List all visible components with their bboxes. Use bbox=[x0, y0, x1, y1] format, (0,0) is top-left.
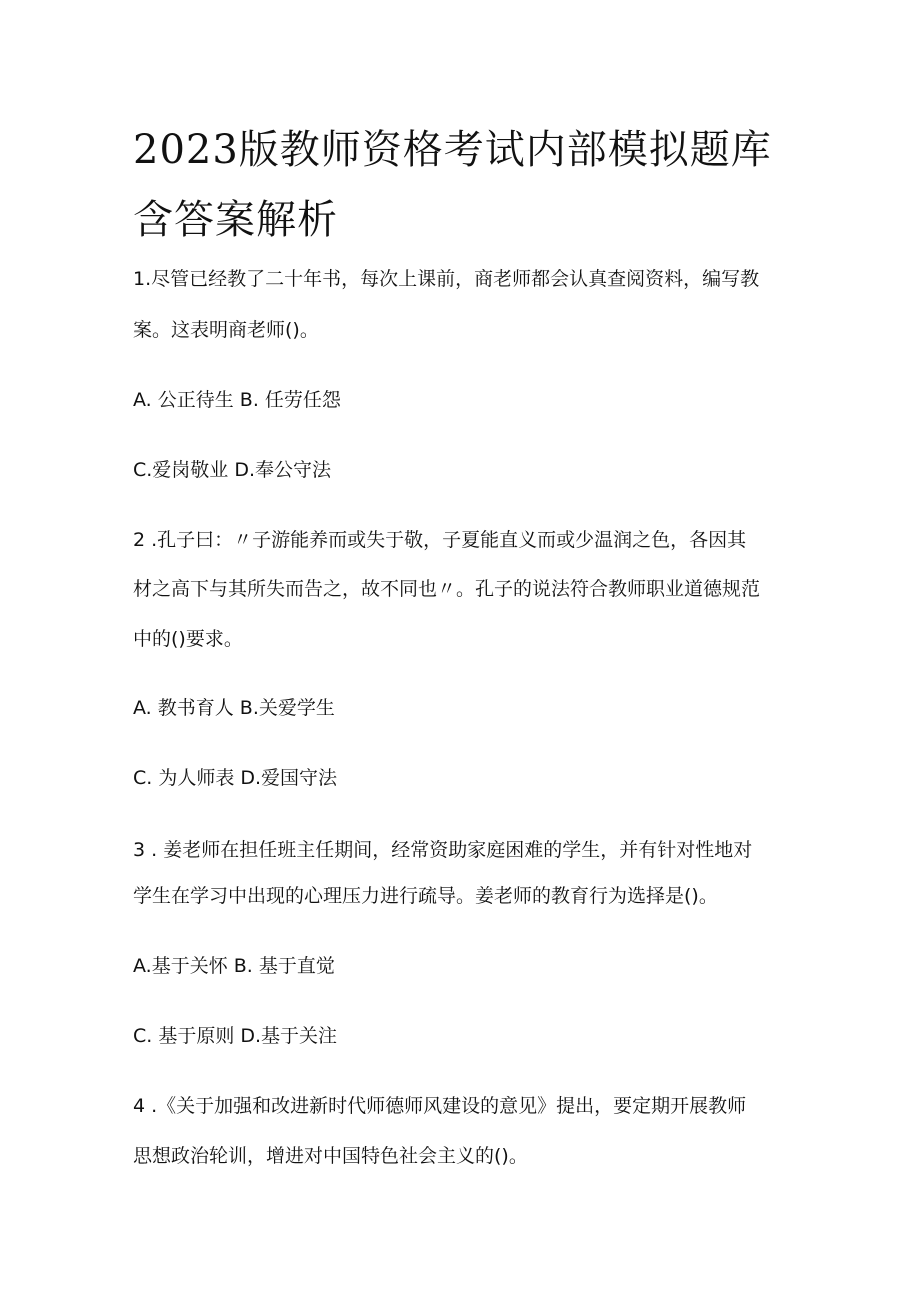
question-1-text-line-2: 案。这表明商老师()。 bbox=[133, 319, 319, 341]
question-3-text-line-1: 3 . 姜老师在担任班主任期间，经常资助家庭困难的学生，并有针对性地对 bbox=[133, 839, 753, 861]
question-3-options-line-1: A.基于关怀 B. 基于直觉 bbox=[133, 955, 335, 977]
question-2-text-line-1: 2 .孔子曰：〃子游能养而或失于敬，子夏能直义而或少温润之色，各因其 bbox=[133, 529, 747, 551]
question-4-text-line-1: 4 .《关于加强和改进新时代师德师风建设的意见》提出，要定期开展教师 bbox=[133, 1095, 747, 1117]
question-1-text-line-1: 1.尽管已经教了二十年书，每次上课前，商老师都会认真查阅资料，编写教 bbox=[133, 268, 760, 290]
question-1-options-line-2: C.爱岗敬业 D.奉公守法 bbox=[133, 459, 332, 481]
document-title-line-2: 含答案解析 bbox=[133, 197, 338, 243]
question-3-text-line-2: 学生在学习中出现的心理压力进行疏导。姜老师的教育行为选择是()。 bbox=[133, 885, 718, 907]
question-2-text-line-2: 材之高下与其所失而告之，故不同也〃。孔子的说法符合教师职业道德规范 bbox=[133, 578, 761, 600]
document-title-line-1: 2023版教师资格考试内部模拟题库 bbox=[133, 127, 772, 173]
question-2-options-line-2: C. 为人师表 D.爱国守法 bbox=[133, 767, 338, 789]
question-2-text-line-3: 中的()要求。 bbox=[133, 628, 243, 650]
question-4-text-line-2: 思想政治轮训，增进对中国特色社会主义的()。 bbox=[133, 1145, 528, 1167]
question-2-options-line-1: A. 教书育人 B.关爱学生 bbox=[133, 697, 335, 719]
question-3-options-line-2: C. 基于原则 D.基于关注 bbox=[133, 1025, 338, 1047]
question-1-options-line-1: A. 公正待生 B. 任劳任怨 bbox=[133, 389, 341, 411]
